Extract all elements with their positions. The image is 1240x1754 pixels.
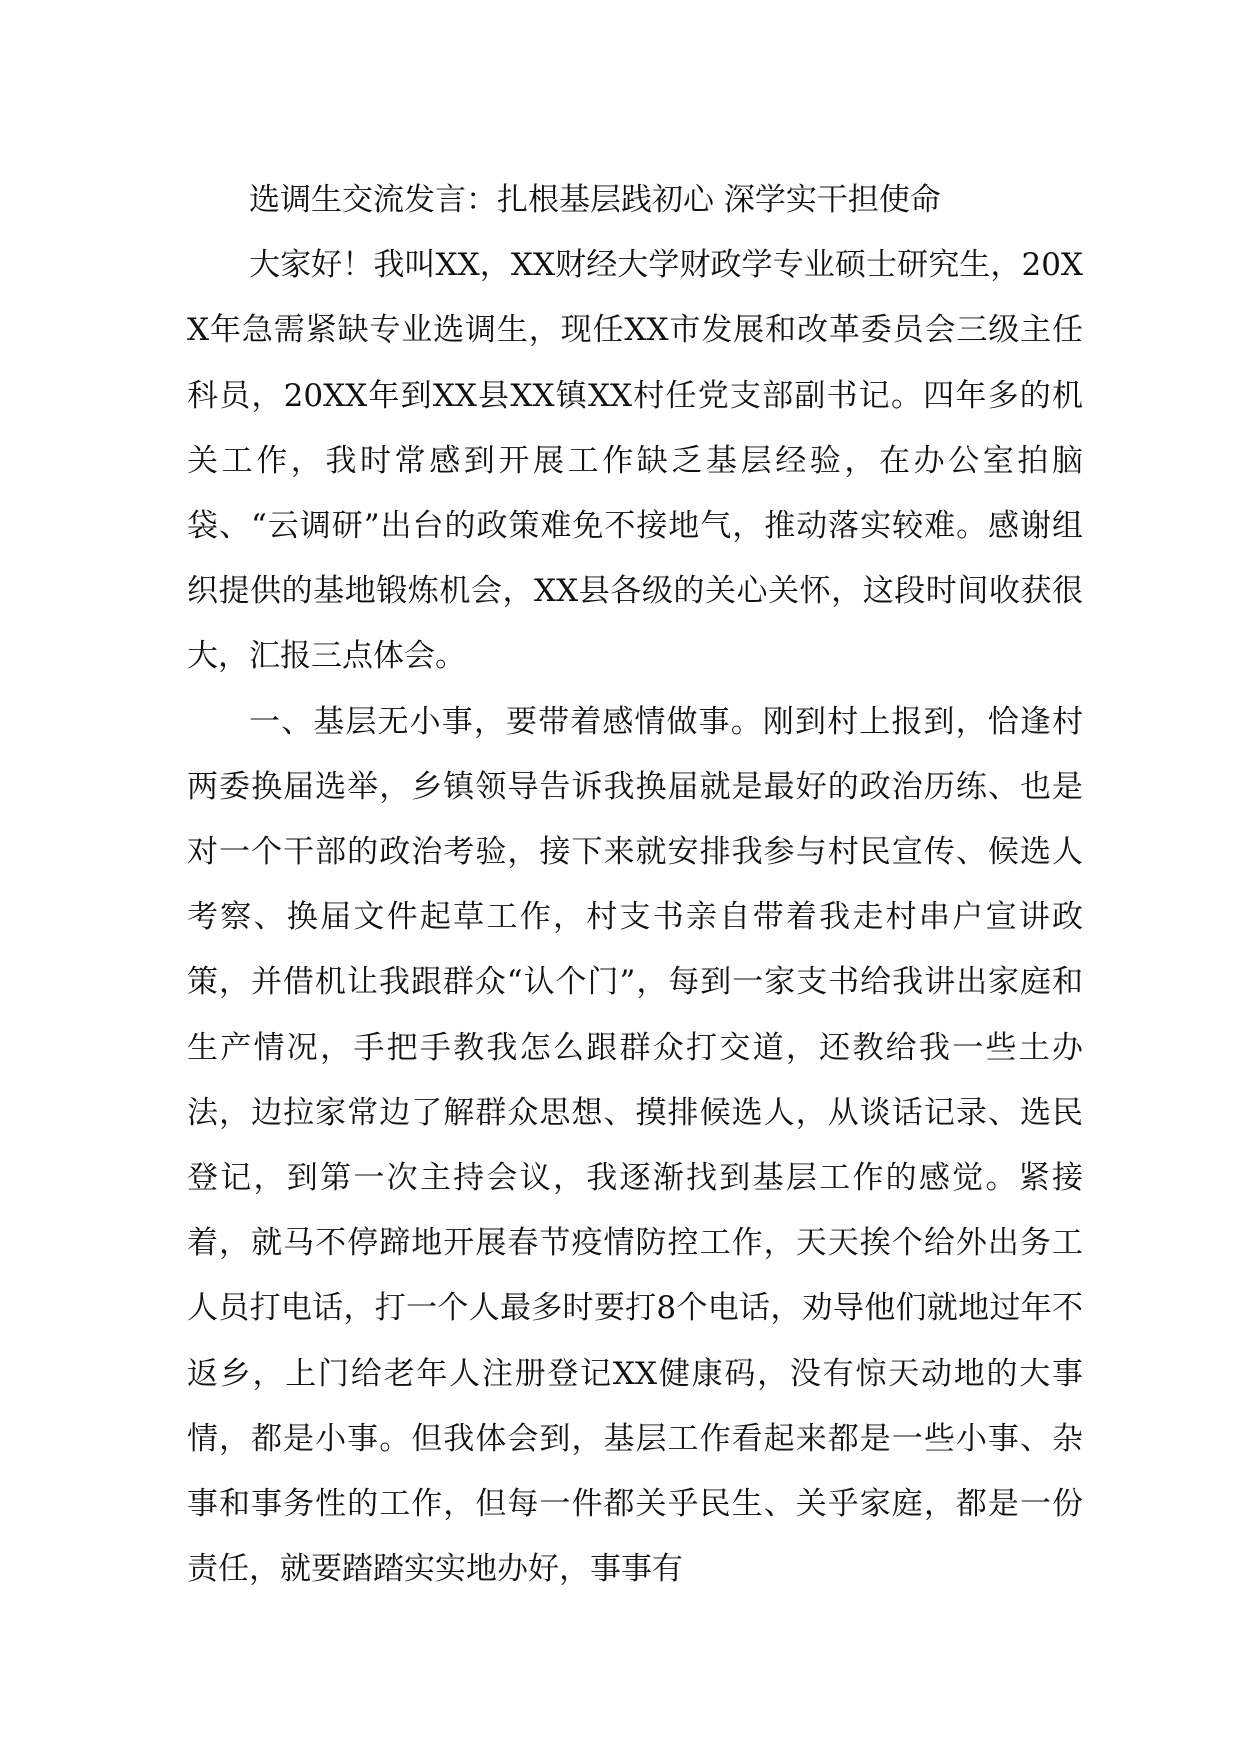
document-title: 选调生交流发言：扎根基层践初心 深学实干担使命 — [249, 182, 941, 218]
paragraph-introduction: 大家好！我叫XX，XX财经大学财政学专业硕士研究生，20XX年急需紧缺专业选调生，现任XX市发展和改革委员会三级主任科员，20XX年到XX县XX镇XX村任党支部副书记。四年多的机关工作，我时常感到开展工作缺乏基层经验，在办公室拍脑袋、“云调研”出台的政策难免不接地气，推动落实较难。感谢组织提供的基地锻炼机会，XX县各级的关心关怀，这段时间收获很大，汇报三点体会。 — [187, 247, 1083, 675]
paragraph-point-one: 一、基层无小事，要带着感情做事。刚到村上报到，恰逢村两委换届选举，乡镇领导告诉我换届就是最好的政治历练、也是对一个干部的政治考验，接下来就安排我参与村民宣传、候选人考察、换届文件起草工作，村支书亲自带着我走村串户宣讲政策，并借机让我跟群众“认个门”，每到一家支书给我讲出家庭和生产情况，手把手教我怎么跟群众打交道，还教给我一些土办法，边拉家常边了解群众思想、摸排候选人，从谈话记录、选民登记，到第一次主持会议，我逐渐找到基层工作的感觉。紧接着，就马不停蹄地开展春节疫情防控工作，天天挨个给外出务工人员打电话，打一个人最多时要打8个电话，劝导他们就地过年不返乡，上门给老年人注册登记XX健康码，没有惊天动地的大事情，都是小事。但我体会到，基层工作看起来都是一些小事、杂事和事务性的工作，但每一件都关乎民生、关乎家庭，都是一份责任，就要踏踏实实地办好，事事有 — [187, 703, 1083, 1588]
document-body — [187, 168, 1083, 1602]
